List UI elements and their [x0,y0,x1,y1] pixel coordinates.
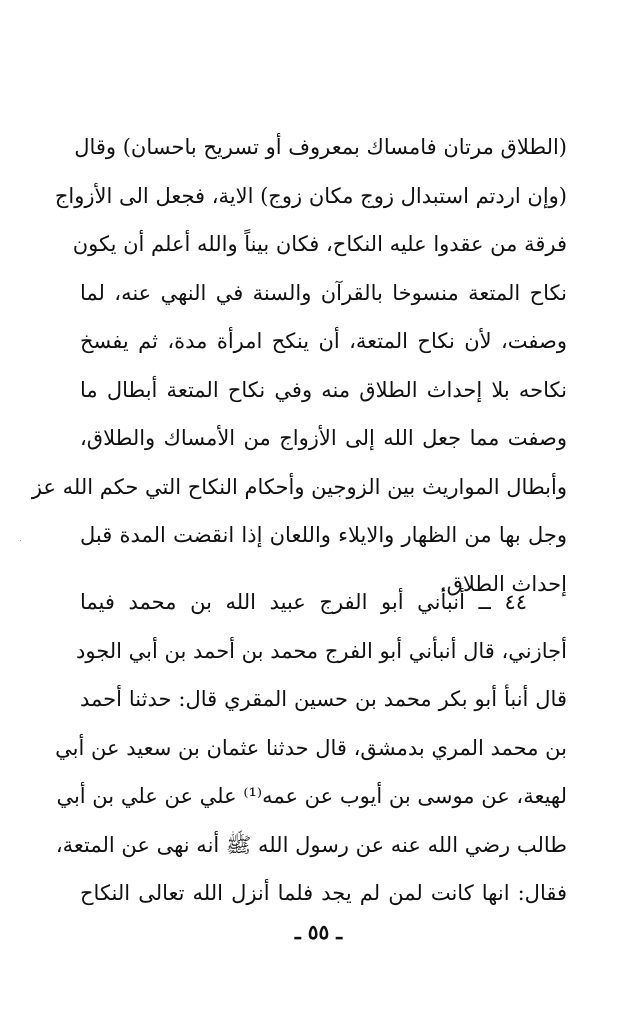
text-line: ٤٤ ــ أنبأني أبو الفرج عبيد الله بن محمد فيما [80,590,527,614]
paragraph-1 [31,123,567,608]
text-line: وأبطال المواريث بين الزوجين وأحكام النكاح التي حكم الله عز [31,474,567,499]
text-line: (وإن اردتم استبدال زوج مكان زوج) الاية، فجعل الى الأزواج [54,183,567,208]
text-line: نكاحه بلا إحداث الطلاق منه وفي نكاح المتعة أبطال ما [80,377,567,402]
text-line: أجازني، قال أنبأني أبو الفرج محمد بن أحمد بن أبي الجود [76,638,567,663]
text-line: فرقة من عقدوا عليه النكاح، فكان بيناً والله أعلم أن يكون [72,232,567,256]
text-line: قال أنبأ أبو بكر محمد بن حسين المقري قال: حدثنا أحمد [80,687,567,711]
text-line: بن محمد المري بدمشق، قال حدثنا عثمان بن سعيد عن أبي [55,735,567,760]
text-line: نكاح المتعة منسوخا بالقرآن والسنة في النهي عنه، لما [80,280,567,305]
text-line: طالب رضي الله عنه عن رسول الله ﷺ أنه نهى عن المتعة، [55,832,567,857]
text-line: لهيعة، عن موسى بن أيوب عن عمه⁽¹⁾ علي عن علي بن أبي [56,784,567,808]
scan-speck [20,540,21,541]
text-line: إحداث الطلاق. [439,571,567,596]
text-line: (الطلاق مرتان فامساك بمعروف أو تسريح باحسان) وقال [74,135,567,159]
text-line: وجل بها من الظهار والايلاء واللعان إذا انقضت المدة قبل [80,523,567,547]
page-number: ـ ٥٥ ـ [294,920,343,944]
text-line: وصفت مما جعل الله إلى الأزواج من الأمساك والطلاق، [80,426,567,450]
text-line: وصفت، لأن نكاح المتعة، أن ينكح امرأة مدة، ثم يفسخ [80,329,567,353]
text-line: فقال: انها كانت لمن لم يجد فلما أنزل الله تعالى النكاح [80,881,567,905]
paragraph-2 [55,578,567,918]
